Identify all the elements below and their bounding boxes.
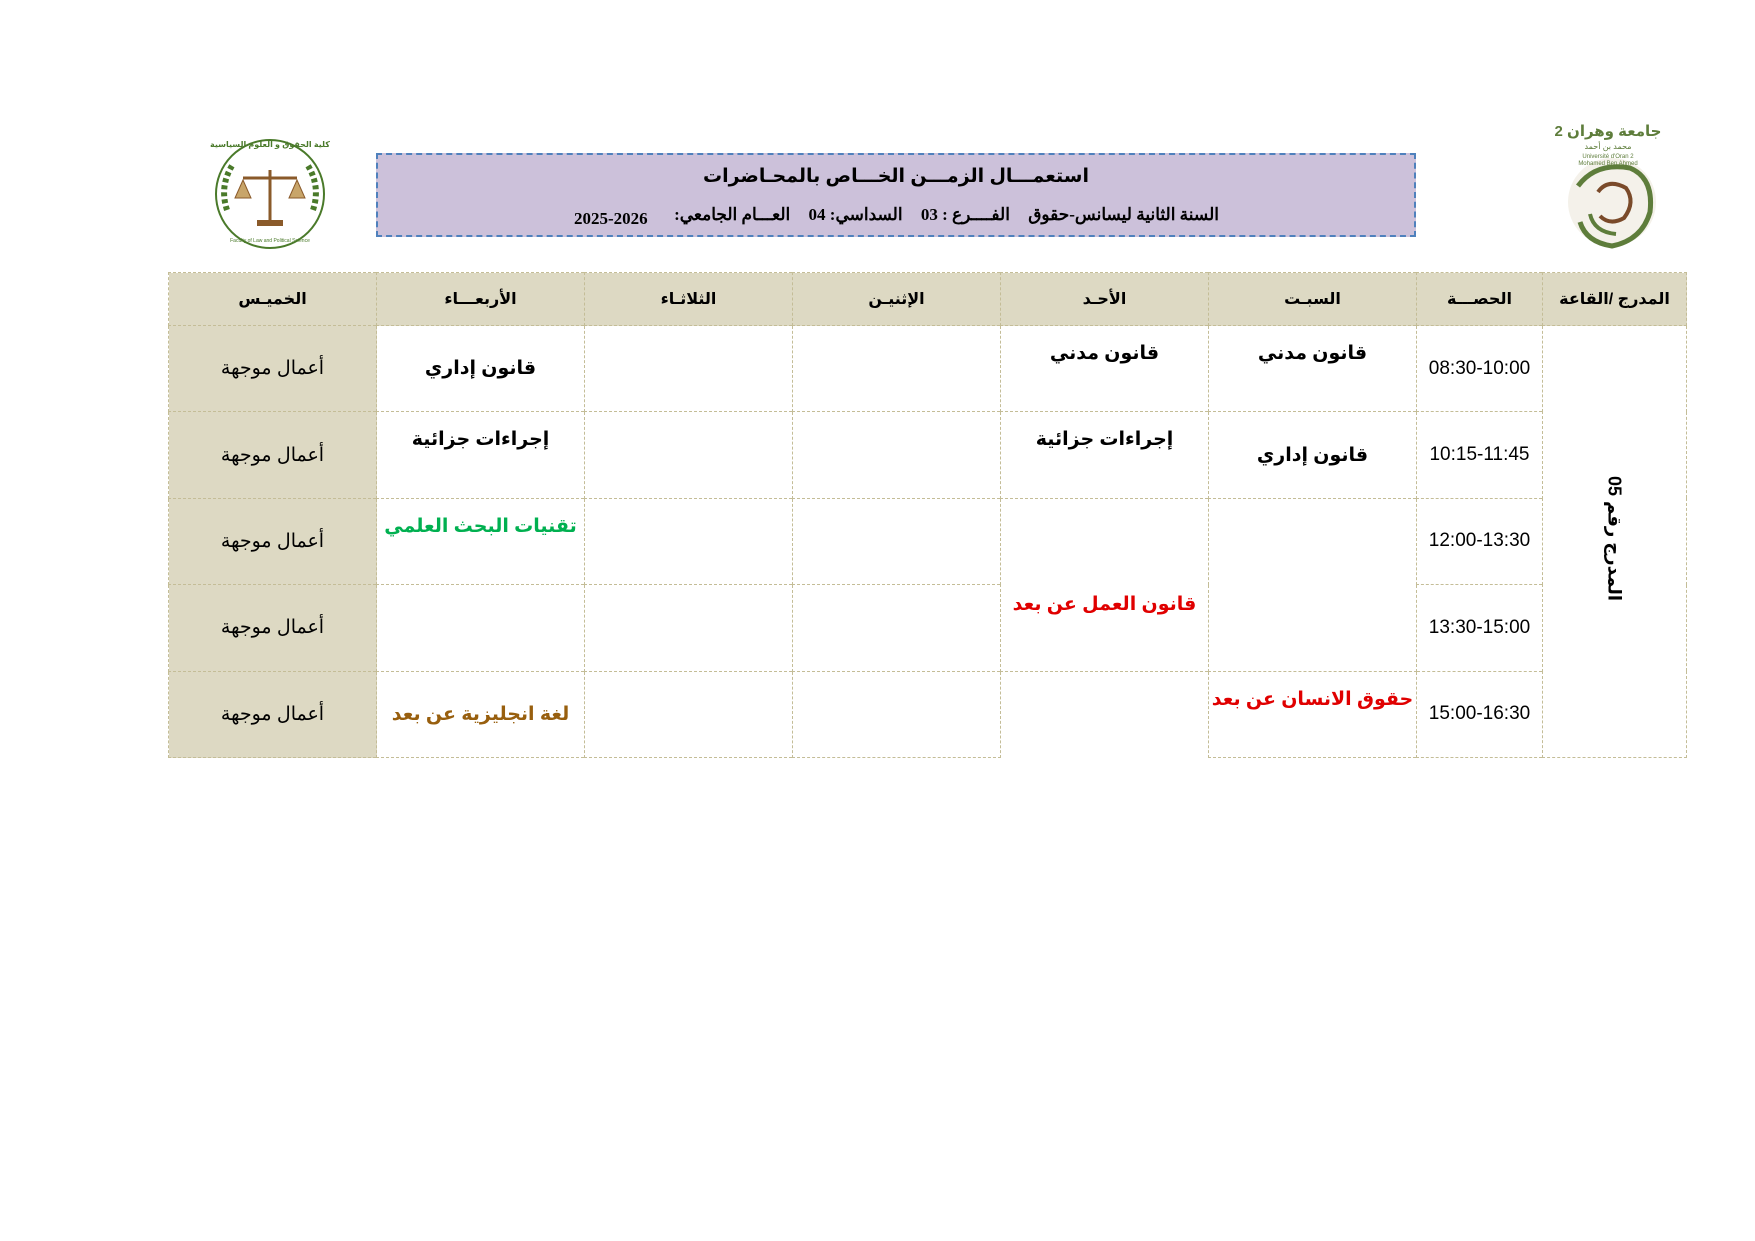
sun-slot-5 — [1001, 671, 1209, 757]
table-row — [169, 585, 1687, 671]
schedule-table — [168, 272, 1687, 758]
time-slot-3: 12:00-13:30 — [1417, 498, 1543, 584]
tue-slot-3 — [585, 498, 793, 584]
thu-slot-3: أعمال موجهة — [169, 498, 377, 584]
header-monday: الإثنيـن — [793, 273, 1001, 326]
course-criminal-procedure: إجراءات جزائية — [1035, 429, 1174, 451]
course-english-remote: لغة انجليزية عن بعد — [391, 703, 570, 725]
schedule-header-box — [376, 153, 1416, 237]
thu-slot-1: أعمال موجهة — [169, 326, 377, 412]
mon-slot-5 — [793, 671, 1001, 757]
course-human-rights-remote: حقوق الانسان عن بعد — [1211, 688, 1414, 710]
header-hall: المدرج /القاعة — [1543, 273, 1687, 326]
thu-slot-5: أعمال موجهة — [169, 671, 377, 757]
course-criminal-procedure: إجراءات جزائية — [411, 429, 550, 451]
table-row — [169, 412, 1687, 498]
thu-slot-2: أعمال موجهة — [169, 412, 377, 498]
header-saturday: السبـت — [1209, 273, 1417, 326]
wed-slot-2 — [377, 412, 585, 498]
faculty-latin-text: Faculty of Law and Political Science — [230, 238, 310, 244]
sat-slot-1 — [1209, 326, 1417, 412]
sat-slot-5 — [1209, 671, 1417, 757]
wed-slot-1 — [377, 326, 585, 412]
sun-slot-3-4 — [1001, 498, 1209, 671]
hall-cell — [1543, 326, 1687, 758]
time-slot-4: 13:30-15:00 — [1417, 585, 1543, 671]
academic-year-value: 2025-2026 — [574, 209, 648, 228]
university-latin2-text: Mohamed Ben Ahmed — [1578, 161, 1638, 167]
header-row — [169, 273, 1687, 326]
university-latin-text: Université d'Oran 2 — [1582, 154, 1634, 160]
table-row — [169, 671, 1687, 757]
header-slot: الحصـــة — [1417, 273, 1543, 326]
tue-slot-1 — [585, 326, 793, 412]
thu-slot-4: أعمال موجهة — [169, 585, 377, 671]
header-tuesday: الثلاثـاء — [585, 273, 793, 326]
schedule-title: استعمـــال الزمـــن الخـــاص بالمحـاضرات — [703, 166, 1089, 187]
semester-text: السداسي: 04 — [808, 205, 903, 224]
faculty-law-logo — [205, 130, 335, 252]
table-row — [169, 498, 1687, 584]
header-wednesday: الأربعـــاء — [377, 273, 585, 326]
sun-slot-2 — [1001, 412, 1209, 498]
level-text: السنة الثانية ليسانس-حقوق — [1028, 205, 1219, 224]
tue-slot-5 — [585, 671, 793, 757]
course-research-methods: تقنيات البحث العلمي — [384, 515, 577, 537]
time-slot-2: 10:15-11:45 — [1417, 412, 1543, 498]
sat-slot-2 — [1209, 412, 1417, 498]
mon-slot-4 — [793, 585, 1001, 671]
sat-slot-3-4 — [1209, 498, 1417, 671]
header-sunday: الأحـد — [1001, 273, 1209, 326]
hall-name: المدرج رقم 05 — [1604, 476, 1625, 602]
table-row — [169, 326, 1687, 412]
course-civil-law: قانون مدني — [1049, 343, 1160, 364]
tue-slot-2 — [585, 412, 793, 498]
mon-slot-1 — [793, 326, 1001, 412]
header-thursday: الخميـس — [169, 273, 377, 326]
wed-slot-4 — [377, 585, 585, 671]
university-name-text: جامعة وهران 2 — [1554, 123, 1662, 140]
wed-slot-5 — [377, 671, 585, 757]
course-admin-law: قانون إداري — [1256, 444, 1369, 466]
university-oran2-logo — [1538, 122, 1673, 257]
time-slot-1: 08:30-10:00 — [1417, 326, 1543, 412]
schedule-info-line — [660, 205, 1219, 225]
university-subtitle-text: محمد بن أحمد — [1584, 142, 1632, 151]
course-admin-law: قانون إداري — [424, 358, 537, 380]
branch-text: الفــــرع : 03 — [920, 205, 1010, 224]
course-civil-law: قانون مدني — [1257, 343, 1368, 364]
tue-slot-4 — [585, 585, 793, 671]
course-labor-law-remote: قانون العمل عن بعد — [1012, 594, 1197, 616]
mon-slot-2 — [793, 412, 1001, 498]
year-label-text: العـــام الجامعي: — [674, 205, 791, 224]
faculty-name-text: كلية الحقوق و العلوم السياسية — [210, 140, 330, 149]
sun-slot-1 — [1001, 326, 1209, 412]
time-slot-5: 15:00-16:30 — [1417, 671, 1543, 757]
mon-slot-3 — [793, 498, 1001, 584]
wed-slot-3 — [377, 498, 585, 584]
